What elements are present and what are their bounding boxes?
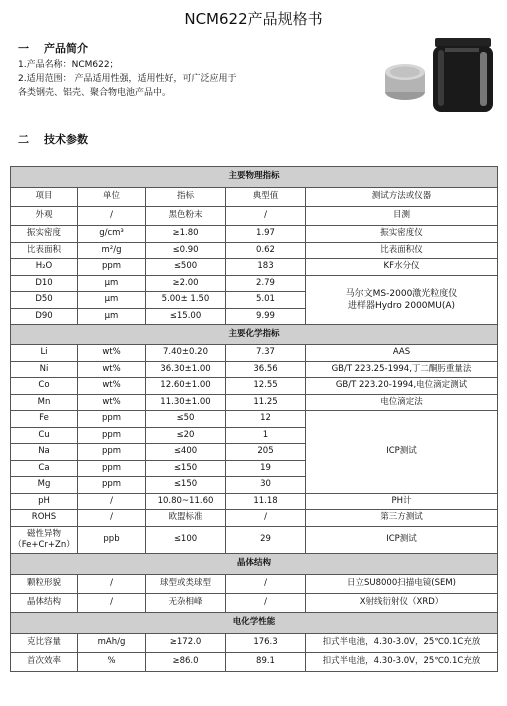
unit-cell: / <box>78 510 146 527</box>
unit-cell: μm <box>78 308 146 325</box>
method-cell: ICP测试 <box>306 526 498 553</box>
item-cell: Mg <box>11 477 78 494</box>
item-cell: Ni <box>11 361 78 378</box>
unit-cell: ppm <box>78 444 146 461</box>
unit-cell: wt% <box>78 394 146 411</box>
header-cell: 单位 <box>78 188 146 207</box>
spec-cell: 球型或类球型 <box>146 574 226 593</box>
section-title: 主要化学指标 <box>11 325 498 345</box>
section-title: 电化学性能 <box>11 612 498 633</box>
item-cell: D90 <box>11 308 78 325</box>
table-row <box>11 207 498 226</box>
table-row <box>11 361 498 378</box>
item-cell: Fe <box>11 411 78 428</box>
item-cell: D10 <box>11 275 78 292</box>
table-row <box>11 526 498 553</box>
section-row <box>11 325 498 345</box>
unit-cell: μm <box>78 292 146 309</box>
spec-cell: 12.60±1.00 <box>146 378 226 395</box>
typical-cell: 19 <box>226 460 306 477</box>
method-cell: 第三方测试 <box>306 510 498 527</box>
spec-cell: 5.00± 1.50 <box>146 292 226 309</box>
table-row <box>11 259 498 276</box>
typical-cell: 2.79 <box>226 275 306 292</box>
spec-cell: ≤500 <box>146 259 226 276</box>
intro-line: 1.产品名称：NCM622； <box>18 60 119 70</box>
intro-line: 2.适用范围： 产品适用性强，适用性好，可广泛应用于 <box>18 74 237 84</box>
header-row <box>11 188 498 207</box>
typical-cell: 1.97 <box>226 226 306 243</box>
section-row <box>11 553 498 574</box>
method-cell: 扣式半电池，4.30-3.0V，25℃0.1C充放 <box>306 652 498 671</box>
method-cell: 扣式半电池，4.30-3.0V，25℃0.1C充放 <box>306 633 498 652</box>
method-cell: PH计 <box>306 493 498 510</box>
typical-cell: 30 <box>226 477 306 494</box>
header-cell: 项目 <box>11 188 78 207</box>
spec-cell: ≤150 <box>146 460 226 477</box>
unit-cell: / <box>78 593 146 612</box>
spec-cell: ≥1.80 <box>146 226 226 243</box>
table-row <box>11 652 498 671</box>
table-row <box>11 411 498 428</box>
unit-cell: mAh/g <box>78 633 146 652</box>
item-cell: 磁性异物 （Fe+Cr+Zn） <box>11 526 78 553</box>
method-cell: 目测 <box>306 207 498 226</box>
item-cell: 颗粒形貌 <box>11 574 78 593</box>
typical-cell: 176.3 <box>226 633 306 652</box>
item-cell: ROHS <box>11 510 78 527</box>
typical-cell: 0.62 <box>226 242 306 259</box>
item-cell: Co <box>11 378 78 395</box>
unit-cell: ppm <box>78 411 146 428</box>
typical-cell: 36.56 <box>226 361 306 378</box>
item-cell: D50 <box>11 292 78 309</box>
spec-cell: 36.30±1.00 <box>146 361 226 378</box>
typical-cell: 12.55 <box>226 378 306 395</box>
header-cell: 测试方法或仪器 <box>306 188 498 207</box>
unit-cell: ppm <box>78 460 146 477</box>
spec-cell: ≤400 <box>146 444 226 461</box>
spec-cell: ≥2.00 <box>146 275 226 292</box>
spec-cell: ≥86.0 <box>146 652 226 671</box>
typical-cell: / <box>226 207 306 226</box>
section-row <box>11 612 498 633</box>
section-heading-tech <box>18 131 88 147</box>
typical-cell: 1 <box>226 427 306 444</box>
unit-cell: / <box>78 574 146 593</box>
unit-cell: g/cm³ <box>78 226 146 243</box>
section-heading-text: 技术参数 <box>44 133 88 146</box>
typical-cell: / <box>226 593 306 612</box>
spec-cell: ≤20 <box>146 427 226 444</box>
typical-cell: 29 <box>226 526 306 553</box>
table-row <box>11 574 498 593</box>
typical-cell: 9.99 <box>226 308 306 325</box>
item-cell: 振实密度 <box>11 226 78 243</box>
item-cell: 比表面积 <box>11 242 78 259</box>
spec-cell: ≤15.00 <box>146 308 226 325</box>
item-cell: Mn <box>11 394 78 411</box>
unit-cell: / <box>78 207 146 226</box>
unit-cell: wt% <box>78 345 146 362</box>
section-heading-intro <box>18 40 88 56</box>
unit-cell: ppm <box>78 477 146 494</box>
unit-cell: ppm <box>78 427 146 444</box>
item-cell: 外观 <box>11 207 78 226</box>
spec-cell: ≤150 <box>146 477 226 494</box>
item-cell: Li <box>11 345 78 362</box>
product-image <box>383 34 498 114</box>
section-number: 一 <box>18 42 29 55</box>
method-cell: 振实密度仪 <box>306 226 498 243</box>
table-row <box>11 275 498 292</box>
table-row <box>11 226 498 243</box>
intro-line: 各类钢壳、铝壳、聚合物电池产品中。 <box>18 88 172 98</box>
table-row <box>11 242 498 259</box>
method-cell: 电位滴定法 <box>306 394 498 411</box>
spec-table <box>10 166 498 672</box>
unit-cell: m²/g <box>78 242 146 259</box>
unit-cell: ppm <box>78 259 146 276</box>
typical-cell: 11.25 <box>226 394 306 411</box>
table-row <box>11 378 498 395</box>
table-row <box>11 633 498 652</box>
spec-cell: ≥172.0 <box>146 633 226 652</box>
spec-cell: 无杂相峰 <box>146 593 226 612</box>
spec-cell: 10.80~11.60 <box>146 493 226 510</box>
spec-cell: 11.30±1.00 <box>146 394 226 411</box>
typical-cell: 7.37 <box>226 345 306 362</box>
item-cell: 首次效率 <box>11 652 78 671</box>
page-title: NCM622产品规格书 <box>184 10 323 28</box>
item-cell: 克比容量 <box>11 633 78 652</box>
unit-cell: / <box>78 493 146 510</box>
item-cell: 晶体结构 <box>11 593 78 612</box>
spec-cell: ≤100 <box>146 526 226 553</box>
method-cell: GB/T 223.25-1994,丁二酮肟重量法 <box>306 361 498 378</box>
typical-cell: 11.18 <box>226 493 306 510</box>
typical-cell: 183 <box>226 259 306 276</box>
section-row <box>11 167 498 188</box>
section-title: 晶体结构 <box>11 553 498 574</box>
method-cell: 比表面积仪 <box>306 242 498 259</box>
typical-cell: 205 <box>226 444 306 461</box>
unit-cell: μm <box>78 275 146 292</box>
unit-cell: wt% <box>78 378 146 395</box>
section-heading-text: 产品简介 <box>44 42 88 55</box>
unit-cell: ppb <box>78 526 146 553</box>
typical-cell: 5.01 <box>226 292 306 309</box>
table-row <box>11 345 498 362</box>
typical-cell: / <box>226 574 306 593</box>
typical-cell: 12 <box>226 411 306 428</box>
method-cell: GB/T 223.20-1994,电位滴定测试 <box>306 378 498 395</box>
header-cell: 指标 <box>146 188 226 207</box>
table-row <box>11 493 498 510</box>
intro-text <box>18 58 318 100</box>
table-row <box>11 394 498 411</box>
item-cell: pH <box>11 493 78 510</box>
spec-cell: ≤50 <box>146 411 226 428</box>
section-number: 二 <box>18 133 29 146</box>
unit-cell: wt% <box>78 361 146 378</box>
method-cell: 日立SU8000扫描电镜(SEM) <box>306 574 498 593</box>
item-cell: Ca <box>11 460 78 477</box>
method-cell: X射线衍射仪（XRD） <box>306 593 498 612</box>
spec-cell: 黑色粉末 <box>146 207 226 226</box>
method-cell: KF水分仪 <box>306 259 498 276</box>
method-cell: AAS <box>306 345 498 362</box>
unit-cell: % <box>78 652 146 671</box>
typical-cell: / <box>226 510 306 527</box>
spec-cell: ≤0.90 <box>146 242 226 259</box>
item-cell: Cu <box>11 427 78 444</box>
typical-cell: 89.1 <box>226 652 306 671</box>
section-title: 主要物理指标 <box>11 167 498 188</box>
method-cell: ICP测试 <box>306 411 498 494</box>
table-row <box>11 593 498 612</box>
table-row <box>11 510 498 527</box>
method-cell: 马尔文MS-2000激光粒度仪 进样器Hydro 2000MU(A) <box>306 275 498 325</box>
item-cell: H₂O <box>11 259 78 276</box>
header-cell: 典型值 <box>226 188 306 207</box>
spec-cell: 7.40±0.20 <box>146 345 226 362</box>
spec-cell: 欧盟标准 <box>146 510 226 527</box>
item-cell: Na <box>11 444 78 461</box>
